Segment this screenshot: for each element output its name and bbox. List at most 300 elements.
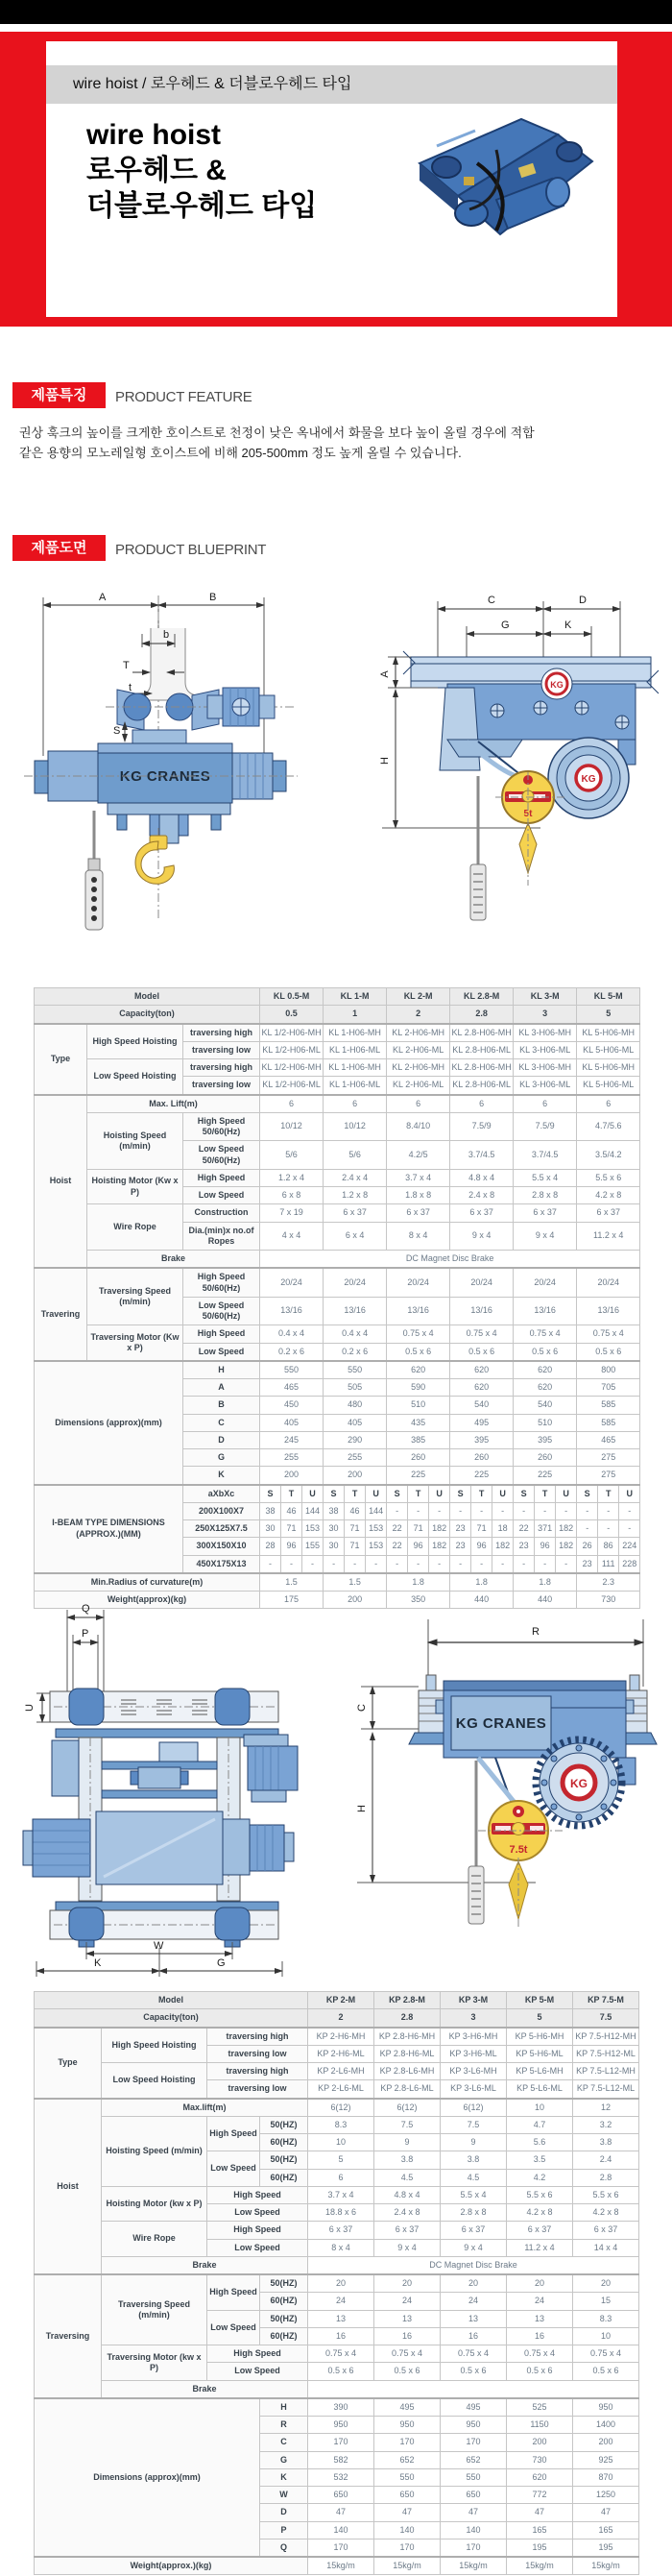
- spec-cell: C: [260, 2434, 308, 2451]
- product-photo: [408, 108, 614, 295]
- dim-label-H: H: [356, 1805, 368, 1812]
- spec-cell: 650: [374, 2487, 441, 2504]
- spec-cell: 730: [507, 2451, 573, 2468]
- spec-cell: 22: [387, 1538, 408, 1555]
- dim-label-H: H: [379, 757, 391, 765]
- spec-cell: 20/24: [387, 1268, 450, 1297]
- dim-label-D: D: [579, 595, 587, 606]
- spec-cell: S: [260, 1485, 281, 1503]
- spec-cell: 0.75 x 4: [514, 1325, 577, 1343]
- spec-cell: 6: [324, 1095, 387, 1113]
- spec-cell: 6 x 37: [324, 1204, 387, 1222]
- spec-cell: 1.2 x 4: [260, 1169, 324, 1186]
- spec-cell: High Speed 50/60(Hz): [183, 1268, 260, 1297]
- spec-cell: -: [471, 1502, 492, 1519]
- kl-spec-table-grid: [34, 987, 640, 1609]
- spec-cell: 0.5 x 6: [308, 2363, 374, 2380]
- spec-cell: 15kg/m: [441, 2557, 507, 2575]
- spec-cell: -: [324, 1555, 345, 1573]
- spec-cell: 620: [507, 2468, 573, 2486]
- spec-cell: U: [429, 1485, 450, 1503]
- spec-cell: Low Speed 50/60(Hz): [183, 1141, 260, 1170]
- spec-cell: 1: [324, 1006, 387, 1024]
- spec-cell: 46: [281, 1502, 302, 1519]
- spec-cell: KL 2.8-H06-MH: [450, 1059, 514, 1077]
- spec-cell: KL 1/2-H06-MH: [260, 1059, 324, 1077]
- spec-cell: T: [345, 1485, 366, 1503]
- spec-cell: 20: [573, 2274, 639, 2293]
- spec-cell: KL 2.8-M: [450, 988, 514, 1006]
- spec-cell: Construction: [183, 1204, 260, 1222]
- spec-cell: traversing low: [207, 2080, 308, 2099]
- spec-cell: 10: [573, 2327, 639, 2345]
- spec-cell: 950: [573, 2398, 639, 2417]
- spec-cell: -: [492, 1555, 514, 1573]
- spec-cell: Model: [35, 988, 260, 1006]
- spec-cell: KL 1-H06-ML: [324, 1041, 387, 1058]
- spec-cell: D: [260, 2504, 308, 2521]
- spec-cell: 2.8 x 8: [441, 2204, 507, 2222]
- spec-cell: 525: [507, 2398, 573, 2417]
- spec-cell: 950: [441, 2417, 507, 2434]
- spec-cell: 550: [260, 1361, 324, 1379]
- spec-cell: 22: [387, 1520, 408, 1538]
- spec-cell: 8 x 4: [387, 1222, 450, 1251]
- spec-cell: aXbXc: [183, 1485, 260, 1503]
- spec-cell: 395: [450, 1431, 514, 1448]
- spec-cell: KP 2.8-L6-MH: [374, 2063, 441, 2080]
- spec-cell: High Speed: [183, 1169, 260, 1186]
- feature-paragraph-line: 같은 용향의 모노레일형 호이스트에 비해 205-500mm 정도 높게 올릴 수 있습니다.: [19, 446, 462, 460]
- spec-cell: KL 5-H06-MH: [577, 1024, 640, 1042]
- spec-cell: 2: [308, 2009, 374, 2028]
- spec-cell: 0.2 x 6: [324, 1343, 387, 1361]
- spec-cell: -: [619, 1502, 640, 1519]
- spec-cell: 6 x 37: [387, 1204, 450, 1222]
- spec-cell: 652: [441, 2451, 507, 2468]
- spec-cell: -: [387, 1555, 408, 1573]
- spec-cell: -: [471, 1555, 492, 1573]
- spec-cell: -: [260, 1555, 281, 1573]
- spec-cell: KP 7.5-L12-ML: [573, 2080, 639, 2099]
- spec-cell: 550: [441, 2468, 507, 2486]
- spec-cell: 1.8: [387, 1573, 450, 1592]
- spec-cell: 405: [260, 1414, 324, 1431]
- spec-cell: 30: [260, 1520, 281, 1538]
- header-panel: [46, 41, 617, 317]
- spec-cell: 0.5 x 6: [441, 2363, 507, 2380]
- spec-cell: 620: [514, 1379, 577, 1397]
- spec-cell: Hoisting Motor (kw x P): [102, 2186, 207, 2222]
- spec-cell: 0.5 x 6: [514, 1343, 577, 1361]
- spec-cell: 6(12): [441, 2099, 507, 2117]
- spec-cell: S: [324, 1485, 345, 1503]
- dim-label-W: W: [154, 1940, 164, 1952]
- spec-cell: KP 3-H6-MH: [441, 2028, 507, 2046]
- spec-cell: -: [450, 1555, 471, 1573]
- spec-cell: KL 2-H06-ML: [387, 1041, 450, 1058]
- spec-cell: KP 7.5-L12-MH: [573, 2063, 639, 2080]
- spec-cell: 195: [573, 2539, 639, 2557]
- spec-cell: 4.2/5: [387, 1141, 450, 1170]
- spec-cell: KL 1-H06-ML: [324, 1077, 387, 1095]
- spec-cell: Dimensions (approx)(mm): [35, 1361, 183, 1485]
- spec-cell: 13/16: [260, 1297, 324, 1325]
- spec-cell: 950: [308, 2417, 374, 2434]
- spec-cell: 20: [308, 2274, 374, 2293]
- spec-cell: -: [535, 1502, 556, 1519]
- spec-cell: traversing high: [207, 2063, 308, 2080]
- spec-cell: 86: [598, 1538, 619, 1555]
- spec-cell: G: [260, 2451, 308, 2468]
- spec-cell: I-BEAM TYPE DIMENSIONS (APPROX.)(MM): [35, 1485, 183, 1573]
- spec-cell: 585: [577, 1397, 640, 1414]
- spec-cell: 47: [308, 2504, 374, 2521]
- spec-cell: KL 5-H06-MH: [577, 1059, 640, 1077]
- spec-cell: 6 x 37: [374, 2222, 441, 2239]
- spec-cell: 3.7/4.5: [450, 1141, 514, 1170]
- dim-label-C: C: [356, 1704, 368, 1712]
- spec-cell: -: [514, 1555, 535, 1573]
- spec-cell: 620: [387, 1361, 450, 1379]
- spec-cell: 4.7/5.6: [577, 1112, 640, 1141]
- spec-cell: 13: [507, 2310, 573, 2327]
- spec-cell: 170: [374, 2434, 441, 2451]
- spec-cell: 144: [366, 1502, 387, 1519]
- spec-cell: 47: [374, 2504, 441, 2521]
- spec-cell: KP 3-M: [441, 1992, 507, 2009]
- spec-cell: 195: [507, 2539, 573, 2557]
- spec-cell: 20: [507, 2274, 573, 2293]
- spec-cell: 0.75 x 4: [441, 2345, 507, 2363]
- spec-cell: U: [619, 1485, 640, 1503]
- dim-label-Q: Q: [82, 1603, 90, 1615]
- spec-cell: 0.75 x 4: [577, 1325, 640, 1343]
- spec-cell: 300X150X10: [183, 1538, 260, 1555]
- spec-cell: 0.4 x 4: [324, 1325, 387, 1343]
- spec-cell: B: [183, 1397, 260, 1414]
- spec-cell: Wire Rope: [102, 2222, 207, 2257]
- spec-cell: KL 1/2-H06-ML: [260, 1077, 324, 1095]
- dim-label-G: G: [501, 620, 510, 631]
- dim-label-C: C: [488, 595, 495, 606]
- spec-cell: -: [619, 1520, 640, 1538]
- spec-cell: KP 5-L6-ML: [507, 2080, 573, 2099]
- spec-cell: 705: [577, 1379, 640, 1397]
- spec-cell: Traversing Speed (m/min): [102, 2274, 207, 2345]
- spec-cell: 6: [260, 1095, 324, 1113]
- spec-cell: 153: [366, 1520, 387, 1538]
- dim-label-A: A: [99, 592, 107, 603]
- spec-cell: 3.2: [573, 2116, 639, 2133]
- feature-paragraph: [19, 423, 662, 463]
- spec-cell: 0.5 x 6: [450, 1343, 514, 1361]
- spec-cell: Model: [35, 1992, 308, 2009]
- spec-cell: 0.75 x 4: [573, 2345, 639, 2363]
- spec-cell: P: [260, 2521, 308, 2539]
- spec-cell: 50(HZ): [260, 2116, 308, 2133]
- spec-cell: 10: [507, 2099, 573, 2117]
- spec-cell: 0.4 x 4: [260, 1325, 324, 1343]
- spec-cell: 50(HZ): [260, 2310, 308, 2327]
- dim-label-R: R: [532, 1626, 540, 1638]
- spec-cell: traversing high: [183, 1024, 260, 1042]
- spec-cell: 0.75 x 4: [450, 1325, 514, 1343]
- spec-cell: 8.3: [573, 2310, 639, 2327]
- spec-cell: 3.8: [573, 2134, 639, 2151]
- spec-cell: 9: [441, 2134, 507, 2151]
- spec-cell: KL 3-H06-ML: [514, 1077, 577, 1095]
- spec-cell: 950: [374, 2417, 441, 2434]
- spec-cell: 2.4 x 8: [450, 1187, 514, 1204]
- spec-cell: 7.5/9: [514, 1112, 577, 1141]
- spec-cell: 5.5 x 6: [507, 2186, 573, 2203]
- spec-cell: 9 x 4: [514, 1222, 577, 1251]
- spec-cell: Low Speed Hoisting: [87, 1059, 183, 1095]
- blueprint-badge: [12, 535, 106, 561]
- spec-cell: 71: [471, 1520, 492, 1538]
- spec-cell: 385: [387, 1431, 450, 1448]
- spec-cell: T: [408, 1485, 429, 1503]
- spec-cell: DC Magnet Disc Brake: [308, 2256, 639, 2274]
- spec-cell: 3.7 x 4: [308, 2186, 374, 2203]
- spec-cell: 650: [441, 2487, 507, 2504]
- spec-cell: Low Speed: [207, 2151, 260, 2187]
- side-view-drawing: [334, 588, 665, 972]
- spec-cell: 6 x 37: [441, 2222, 507, 2239]
- spec-cell: 13/16: [514, 1297, 577, 1325]
- spec-cell: 170: [441, 2434, 507, 2451]
- spec-cell: -: [556, 1502, 577, 1519]
- spec-cell: 28: [260, 1538, 281, 1555]
- spec-cell: 275: [577, 1449, 640, 1467]
- spec-cell: KL 2.8-H06-ML: [450, 1077, 514, 1095]
- spec-cell: Hoist: [35, 1095, 87, 1269]
- spec-cell: Max. Lift(m): [87, 1095, 260, 1113]
- spec-cell: A: [183, 1379, 260, 1397]
- spec-cell: 620: [450, 1361, 514, 1379]
- spec-cell: 0.5 x 6: [507, 2363, 573, 2380]
- spec-cell: H: [183, 1361, 260, 1379]
- spec-cell: 200: [324, 1592, 387, 1609]
- spec-cell: 495: [374, 2398, 441, 2417]
- spec-cell: 800: [577, 1361, 640, 1379]
- spec-cell: High Speed Hoisting: [87, 1024, 183, 1059]
- spec-cell: Dimensions (approx)(mm): [35, 2398, 260, 2557]
- spec-cell: traversing low: [207, 2045, 308, 2062]
- spec-cell: 1.2 x 8: [324, 1187, 387, 1204]
- spec-cell: 4 x 4: [260, 1222, 324, 1251]
- spec-cell: 465: [577, 1431, 640, 1448]
- spec-cell: KP 2-L6-ML: [308, 2080, 374, 2099]
- spec-cell: KP 5-M: [507, 1992, 573, 2009]
- spec-cell: 440: [450, 1592, 514, 1609]
- spec-cell: 228: [619, 1555, 640, 1573]
- spec-cell: 6(12): [374, 2099, 441, 2117]
- spec-cell: 275: [577, 1467, 640, 1485]
- spec-cell: 260: [450, 1449, 514, 1467]
- spec-cell: 13: [308, 2310, 374, 2327]
- spec-cell: 3.7 x 4: [387, 1169, 450, 1186]
- dim-label-S: S: [113, 725, 121, 737]
- spec-cell: 7.5: [573, 2009, 639, 2028]
- spec-cell: Hoisting Speed (m/min): [102, 2116, 207, 2186]
- spec-cell: traversing low: [183, 1041, 260, 1058]
- spec-cell: Traversing Motor (kw x P): [102, 2345, 207, 2381]
- kp-spec-table-grid: [34, 1991, 639, 2575]
- spec-cell: 1.8: [514, 1573, 577, 1592]
- spec-cell: 870: [573, 2468, 639, 2486]
- spec-cell: 0.75 x 4: [374, 2345, 441, 2363]
- spec-cell: 182: [429, 1520, 450, 1538]
- kp-spec-table: [34, 1991, 639, 2575]
- spec-cell: KL 2-H06-MH: [387, 1024, 450, 1042]
- spec-cell: 38: [324, 1502, 345, 1519]
- spec-cell: Weight(approx.)(kg): [35, 2557, 308, 2575]
- spec-cell: 165: [573, 2521, 639, 2539]
- spec-cell: KP 2.8-M: [374, 1992, 441, 2009]
- spec-cell: 4.8 x 4: [450, 1169, 514, 1186]
- spec-cell: Low Speed 50/60(Hz): [183, 1297, 260, 1325]
- blueprint-badge-text: 제품도면: [31, 540, 87, 556]
- spec-cell: 1.5: [324, 1573, 387, 1592]
- spec-cell: Dia.(min)x no.of Ropes: [183, 1222, 260, 1251]
- spec-cell: 0.5 x 6: [387, 1343, 450, 1361]
- spec-cell: 620: [514, 1361, 577, 1379]
- spec-cell: 13: [441, 2310, 507, 2327]
- spec-cell: 465: [260, 1379, 324, 1397]
- spec-cell: 15kg/m: [374, 2557, 441, 2575]
- spec-cell: Travering: [35, 1268, 87, 1361]
- spec-cell: 96: [408, 1538, 429, 1555]
- spec-cell: 0.2 x 6: [260, 1343, 324, 1361]
- spec-cell: K: [183, 1467, 260, 1485]
- spec-cell: 6: [577, 1095, 640, 1113]
- spec-cell: 111: [598, 1555, 619, 1573]
- spec-cell: T: [598, 1485, 619, 1503]
- spec-cell: KL 1-H06-MH: [324, 1024, 387, 1042]
- spec-cell: 10/12: [324, 1112, 387, 1141]
- capacity-label: 5t: [523, 809, 533, 819]
- page-title: [86, 117, 317, 224]
- kl-spec-table: [34, 987, 640, 1609]
- spec-cell: 0.75 x 4: [507, 2345, 573, 2363]
- spec-cell: 510: [387, 1397, 450, 1414]
- spec-cell: 1.8: [450, 1573, 514, 1592]
- spec-cell: 2: [387, 1006, 450, 1024]
- spec-cell: KP 2.8-L6-ML: [374, 2080, 441, 2099]
- spec-cell: 2.4: [573, 2151, 639, 2169]
- spec-cell: T: [281, 1485, 302, 1503]
- spec-cell: -: [281, 1555, 302, 1573]
- spec-cell: 165: [507, 2521, 573, 2539]
- spec-cell: 47: [441, 2504, 507, 2521]
- spec-cell: 3.7/4.5: [514, 1141, 577, 1170]
- spec-cell: 8.4/10: [387, 1112, 450, 1141]
- side-view-2-drawing: [334, 1583, 665, 1986]
- spec-cell: 532: [308, 2468, 374, 2486]
- spec-cell: KL 2-H06-ML: [387, 1077, 450, 1095]
- spec-cell: 16: [374, 2327, 441, 2345]
- spec-cell: 12: [573, 2099, 639, 2117]
- spec-cell: -: [429, 1502, 450, 1519]
- spec-cell: KP 2.8-H6-MH: [374, 2028, 441, 2046]
- dim-label-U: U: [24, 1704, 36, 1712]
- spec-cell: W: [260, 2487, 308, 2504]
- spec-cell: KP 5-H6-MH: [507, 2028, 573, 2046]
- spec-cell: 71: [408, 1520, 429, 1538]
- spec-cell: 435: [387, 1414, 450, 1431]
- spec-cell: 46: [345, 1502, 366, 1519]
- spec-cell: KL 1-M: [324, 988, 387, 1006]
- brand-text: KG CRANES: [119, 768, 211, 785]
- spec-cell: 15: [573, 2293, 639, 2310]
- spec-cell: 225: [514, 1467, 577, 1485]
- breadcrumb-bar: [46, 65, 617, 104]
- spec-cell: 170: [308, 2539, 374, 2557]
- spec-cell: 182: [429, 1538, 450, 1555]
- spec-cell: 140: [374, 2521, 441, 2539]
- spec-cell: KP 5-L6-MH: [507, 2063, 573, 2080]
- spec-cell: 50(HZ): [260, 2151, 308, 2169]
- spec-cell: 153: [302, 1520, 324, 1538]
- spec-cell: 9 x 4: [450, 1222, 514, 1251]
- spec-cell: 9 x 4: [374, 2239, 441, 2256]
- spec-cell: 2.8: [573, 2169, 639, 2186]
- spec-cell: 4.2 x 8: [507, 2204, 573, 2222]
- spec-cell: Brake: [87, 1251, 260, 1269]
- spec-cell: 2.8: [450, 1006, 514, 1024]
- spec-cell: 155: [302, 1538, 324, 1555]
- spec-cell: 15kg/m: [573, 2557, 639, 2575]
- spec-cell: 6 x 8: [260, 1187, 324, 1204]
- spec-cell: KL 2.8-H06-MH: [450, 1024, 514, 1042]
- feature-paragraph-line: 권상 훅크의 높이를 크게한 호이스트로 천정이 낮은 옥내에서 화물을 보다 높이 올릴 경우에 적합: [19, 425, 535, 440]
- spec-cell: -: [598, 1502, 619, 1519]
- plan-view-drawing: [8, 1583, 324, 1979]
- spec-cell: 440: [514, 1592, 577, 1609]
- spec-cell: 30: [324, 1538, 345, 1555]
- blueprint-section-label: PRODUCT BLUEPRINT: [115, 542, 267, 558]
- page-title-line: 로우헤드 &: [86, 155, 227, 186]
- spec-cell: 5: [507, 2009, 573, 2028]
- brand-text: KG CRANES: [455, 1715, 547, 1732]
- dim-label-t: t: [129, 682, 132, 693]
- spec-cell: KP 7.5-M: [573, 1992, 639, 2009]
- spec-cell: 6 x 37: [450, 1204, 514, 1222]
- spec-cell: 1.8 x 8: [387, 1187, 450, 1204]
- kg-logo: KG: [570, 1777, 588, 1790]
- spec-cell: 60(HZ): [260, 2169, 308, 2186]
- spec-cell: KL 2-M: [387, 988, 450, 1006]
- spec-cell: KP 2.8-H6-ML: [374, 2045, 441, 2062]
- spec-cell: 225: [387, 1467, 450, 1485]
- spec-cell: S: [450, 1485, 471, 1503]
- spec-cell: 0.5 x 6: [374, 2363, 441, 2380]
- spec-cell: 225: [450, 1467, 514, 1485]
- spec-cell: G: [183, 1449, 260, 1467]
- spec-cell: 18.8 x 6: [308, 2204, 374, 2222]
- spec-cell: S: [514, 1485, 535, 1503]
- spec-cell: -: [598, 1520, 619, 1538]
- spec-cell: 3.5: [507, 2151, 573, 2169]
- spec-cell: High Speed: [207, 2116, 260, 2151]
- spec-cell: 1400: [573, 2417, 639, 2434]
- spec-cell: 15kg/m: [308, 2557, 374, 2575]
- spec-cell: KP 2-H6-ML: [308, 2045, 374, 2062]
- spec-cell: 47: [573, 2504, 639, 2521]
- spec-cell: Hoist: [35, 2099, 102, 2275]
